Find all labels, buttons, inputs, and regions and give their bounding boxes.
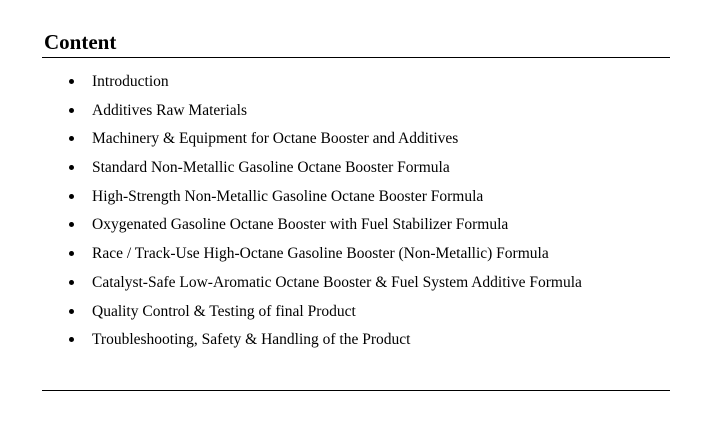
toc-item-standard-formula (42, 156, 670, 185)
bullet-icon (69, 136, 74, 141)
toc-item-label: Standard Non-Metallic Gasoline Octane Booster Formula (92, 159, 450, 177)
toc-item-label: Introduction (92, 73, 169, 90)
bullet-icon (69, 251, 74, 256)
bottom-divider (42, 390, 670, 391)
toc-item-label: Catalyst-Safe Low-Aromatic Octane Booster & Fuel System Additive Formula (92, 273, 582, 291)
toc-item-race-formula (42, 242, 670, 271)
heading-underline (42, 57, 670, 58)
toc-item-machinery (42, 127, 670, 156)
toc-item-label: Quality Control & Testing of final Product (92, 302, 356, 320)
toc-item-introduction (42, 70, 670, 99)
toc-item-label: Race / Track-Use High-Octane Gasoline Booster (Non-Metallic) Formula (92, 245, 549, 263)
bullet-icon (69, 194, 74, 199)
bullet-icon (69, 222, 74, 227)
bullet-icon (69, 280, 74, 285)
toc-item-catalyst-safe-formula (42, 271, 670, 300)
toc-item-label: High-Strength Non-Metallic Gasoline Octane Booster Formula (92, 187, 484, 205)
bullet-icon (69, 165, 74, 170)
section-heading: Content (44, 30, 117, 54)
bullet-icon (69, 79, 74, 84)
toc-item-label: Additives Raw Materials (92, 101, 247, 119)
bullet-icon (69, 309, 74, 314)
bullet-icon (69, 337, 74, 342)
toc-item-label: Oxygenated Gasoline Octane Booster with Fuel Stabilizer Formula (92, 216, 509, 234)
toc-item-label: Troubleshooting, Safety & Handling of the Product (92, 331, 411, 349)
toc-item-oxygenated-formula (42, 213, 670, 242)
toc-item-quality-control (42, 300, 670, 329)
bullet-icon (69, 108, 74, 113)
toc-item-label: Machinery & Equipment for Octane Booster and Additives (92, 130, 459, 148)
toc-item-raw-materials (42, 99, 670, 128)
content-page (42, 28, 670, 349)
toc-item-high-strength-formula (42, 185, 670, 214)
table-of-contents-list (42, 70, 670, 357)
toc-item-troubleshooting (42, 328, 670, 357)
